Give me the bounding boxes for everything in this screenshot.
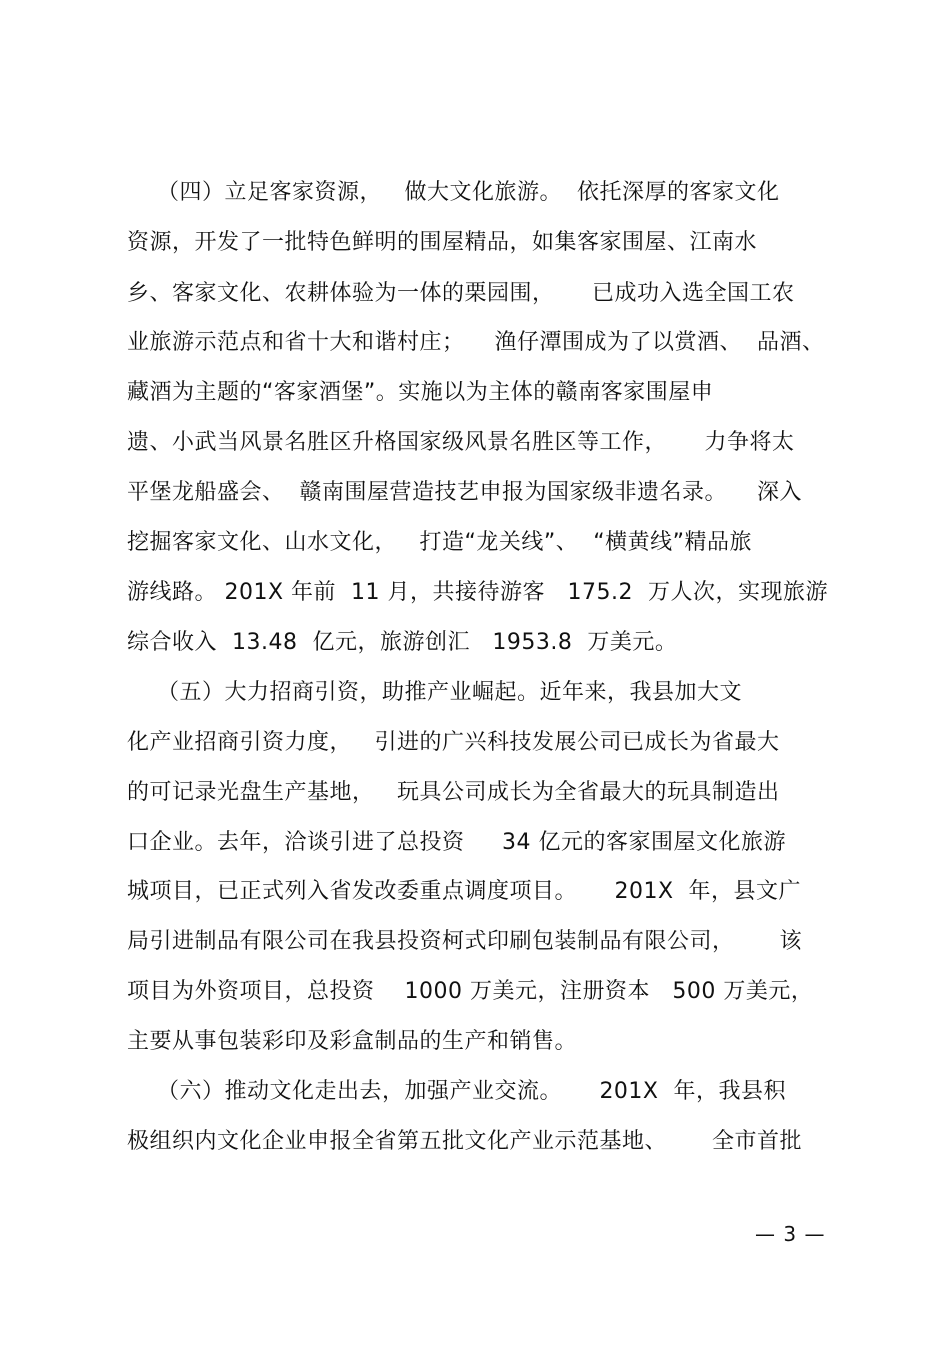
- text-line: 城项目，已正式列入省发改委重点调度项目。 201X 年，县文广: [127, 879, 802, 904]
- text-line: 化产业招商引资力度， 引进的广兴科技发展公司已成长为省最大: [127, 730, 780, 755]
- text-line: 的可记录光盘生产基地， 玩具公司成长为全省最大的玩具制造出: [127, 780, 780, 805]
- text-line: 资源，开发了一批特色鲜明的围屋精品，如集客家围屋、江南水: [127, 230, 758, 255]
- text-line: 主要从事包装彩印及彩盒制品的生产和销售。: [127, 1029, 578, 1054]
- text-line: 遗、小武当风景名胜区升格国家级风景名胜区等工作， 力争将太: [127, 430, 795, 455]
- text-line: 业旅游示范点和省十大和谐村庄； 渔仔潭围成为了以赏酒、 品酒、: [127, 330, 825, 355]
- text-line: 藏酒为主题的“客家酒堡”。实施以为主体的赣南客家围屋申: [127, 380, 714, 405]
- text-line: 游线路。 201X 年前 11 月，共接待游客 175.2 万人次，实现旅游: [127, 580, 828, 605]
- text-line: 局引进制品有限公司在我县投资柯式印刷包装制品有限公司， 该: [127, 929, 802, 954]
- text-line: 乡、客家文化、农耕体验为一体的栗园围， 已成功入选全国工农: [127, 281, 795, 306]
- text-line: 平堡龙船盛会、 赣南围屋营造技艺申报为国家级非遗名录。 深入: [127, 480, 802, 505]
- text-line: 挖掘客家文化、山水文化， 打造“龙关线”、 “横黄线”精品旅: [127, 530, 753, 555]
- text-line: （六）推动文化走出去，加强产业交流。 201X 年，我县积: [127, 1079, 786, 1104]
- text-line: 极组织内文化企业申报全省第五批文化产业示范基地、 全市首批: [127, 1129, 802, 1154]
- page-number: — 3 —: [755, 1222, 826, 1246]
- text-line: 项目为外资项目，总投资 1000 万美元，注册资本 500 万美元，: [127, 979, 814, 1004]
- text-line: （四）立足客家资源， 做大文化旅游。 依托深厚的客家文化: [127, 180, 780, 205]
- text-line: 口企业。去年，洽谈引进了总投资 34 亿元的客家围屋文化旅游: [127, 830, 786, 855]
- text-line: （五）大力招商引资，助推产业崛起。近年来，我县加大文: [127, 680, 742, 705]
- text-line: 综合收入 13.48 亿元，旅游创汇 1953.8 万美元。: [127, 630, 678, 655]
